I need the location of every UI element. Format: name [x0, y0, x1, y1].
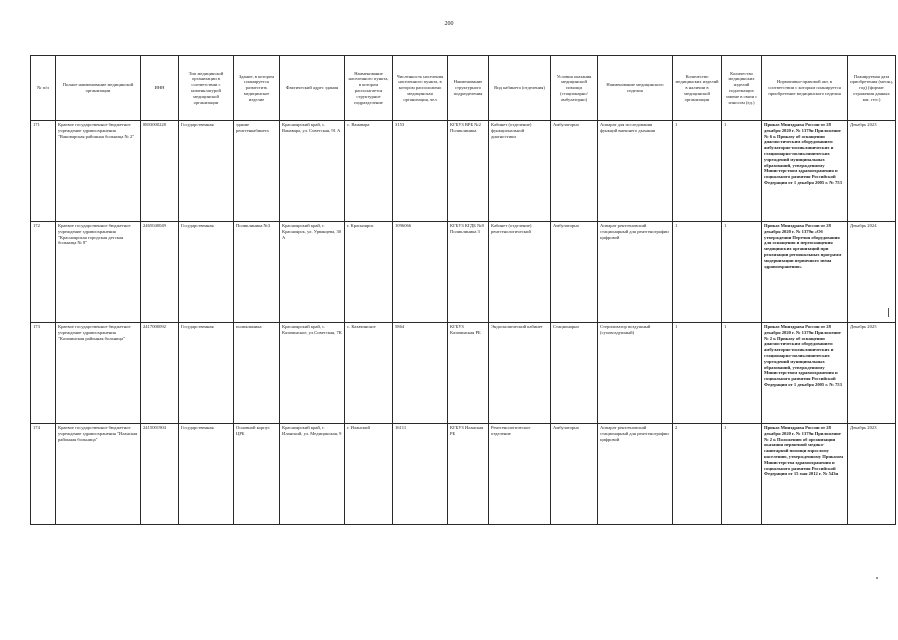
cell-room: Кабинет (отделение) рентгенологический: [489, 222, 551, 323]
cell-unit: КГБУЗ ВРБ №2 Поликлиника: [448, 121, 489, 222]
cell-org: Краевое государственное бюджетное учреждение здравоохранения "Иланская районная больница": [56, 424, 141, 525]
cell-population: 1096066: [393, 222, 448, 323]
cell-act: Приказ Минздрава России от 28 декабря 2020 г. № 1379н Приложение № 2 к Приказу об оснащении диагностическим оборудованием амбулаторно-поликлинических и стационарно-поликлинических учреждений муниципальных образований, утвержденному Министерством здравоохранения и социального развития Российской Федерации от 1 декабря 2005 г. № 753: [762, 323, 848, 424]
cell-qty-replace: 1: [722, 424, 762, 525]
scan-edge-mark: [888, 308, 889, 317]
col-header-locality: Наименование населенного пункта, в котором располагается структурное подразделение: [345, 56, 393, 121]
cell-inn: 2465040049: [141, 222, 179, 323]
cell-date: Декабрь 2023: [848, 424, 896, 525]
cell-building: Поликлиника №3: [234, 222, 280, 323]
cell-population: 5864: [393, 323, 448, 424]
cell-unit: КГБУЗ КГДБ №8 Поликлиника 3: [448, 222, 489, 323]
cell-inn: 2415001904: [141, 424, 179, 525]
cell-device: Аппарат рентгеновский стационарный для рентгенографии цифровой: [598, 424, 673, 525]
cell-building: поликлиника: [234, 323, 280, 424]
cell-qty-have: 1: [673, 222, 722, 323]
col-header-type: Тип медицинской организации в соответствии с номенклатурой медицинской организации: [179, 56, 234, 121]
col-header-act: Нормативно-правовой акт, в соответствии с которым планируется приобретение медицинского изделия: [762, 56, 848, 121]
cell-type: Государственная: [179, 121, 234, 222]
col-header-room: Вид кабинета (отделения): [489, 56, 551, 121]
cell-qty-replace: 1: [722, 121, 762, 222]
cell-device: Аппарат рентгеновский стационарный для рентгенографии цифровой: [598, 222, 673, 323]
cell-unit: КГБУЗ Казачинская РБ: [448, 323, 489, 424]
cell-inn: 2417000092: [141, 323, 179, 424]
col-header-inn: ИНН: [141, 56, 179, 121]
cell-type: Государственная: [179, 323, 234, 424]
col-header-org: Полное наименование медицинской организации: [56, 56, 141, 121]
cell-address: Красноярский край, с. Ванавара, ул. Советская, 91 А: [280, 121, 345, 222]
cell-conditions: Амбулаторно: [551, 121, 598, 222]
cell-num: 173: [31, 323, 56, 424]
scan-dust-dot: [876, 577, 878, 579]
cell-room: Эндоскопический кабинет: [489, 323, 551, 424]
cell-locality: с. Казачинское: [345, 323, 393, 424]
table-row: [31, 121, 896, 222]
cell-type: Государственная: [179, 424, 234, 525]
table-row: [31, 424, 896, 525]
cell-org: Краевое государственное бюджетное учреждение здравоохранения "Вановарская районная больница № 2": [56, 121, 141, 222]
col-header-num: № п/п: [31, 56, 56, 121]
cell-building: Основной корпус ЦРБ: [234, 424, 280, 525]
cell-address: Красноярский край, г. Красноярск, ул. Урванцева, 30 А: [280, 222, 345, 323]
table-header-row: [31, 56, 896, 121]
cell-num: 171: [31, 121, 56, 222]
cell-qty-have: 1: [673, 323, 722, 424]
page-number: 200: [444, 21, 454, 27]
cell-type: Государственная: [179, 222, 234, 323]
cell-qty-replace: 1: [722, 323, 762, 424]
col-header-conditions: Условия оказания медицинской помощи (стационарно/ амбулаторно): [551, 56, 598, 121]
cell-building: здание рентгенкабинета: [234, 121, 280, 222]
cell-locality: г. Иланский: [345, 424, 393, 525]
cell-date: Декабрь 2025: [848, 323, 896, 424]
col-header-population: Численность населения населенного пункта, в котором расположено медицинская организация, чел: [393, 56, 448, 121]
col-header-unit: Наименование структурного подразделения: [448, 56, 489, 121]
col-header-building: Здание, в котором планируется разместить медицинское изделие: [234, 56, 280, 121]
cell-num: 172: [31, 222, 56, 323]
table-row: [31, 222, 896, 323]
cell-conditions: Амбулаторно: [551, 222, 598, 323]
cell-address: Красноярский край, г. Иланский, ул. Медицинская, 9: [280, 424, 345, 525]
cell-act: Приказ Минздрава России от 28 декабря 2020 г. № 1379н Приложение № 2 к Положению об организации оказания первичной медико-санитарной помощи взрослому населению, утвержденному Приказом Министерства здравоохранения и социального развития Российской Федерации от 15 мая 2012 г. № 543н: [762, 424, 848, 525]
cell-qty-replace: 1: [722, 222, 762, 323]
cell-population: 16111: [393, 424, 448, 525]
cell-org: Краевое государственное бюджетное учреждение здравоохранения "Красноярская городская детская больница № 8": [56, 222, 141, 323]
equipment-registry-table: [30, 55, 896, 525]
cell-address: Красноярский край, с. Казачинское, ул.Советская, 7К: [280, 323, 345, 424]
cell-num: 174: [31, 424, 56, 525]
cell-device: Аппарат для исследования функций внешнего дыхания: [598, 121, 673, 222]
col-header-device: Наименование медицинского изделия: [598, 56, 673, 121]
cell-conditions: Амбулаторно: [551, 424, 598, 525]
cell-room: Рентгенологическое отделение: [489, 424, 551, 525]
cell-device: Стерилизатор воздушный (суховоздушный): [598, 323, 673, 424]
cell-qty-have: 2: [673, 424, 722, 525]
cell-act: Приказ Минздрава России от 28 декабря 2020 г. № 1379н «Об утверждении Перечня оборудования для оснащения и переоснащения медицинских организаций при реализации региональных программ модернизации первичного звена здравоохранения»: [762, 222, 848, 323]
cell-org: Краевое государственное бюджетное учреждение здравоохранения "Казачинская районная больница": [56, 323, 141, 424]
cell-qty-have: 1: [673, 121, 722, 222]
col-header-address: Фактический адрес здания: [280, 56, 345, 121]
table-row: [31, 323, 896, 424]
cell-locality: г. Красноярск: [345, 222, 393, 323]
cell-population: 3153: [393, 121, 448, 222]
cell-act: Приказ Минздрава России от 28 декабря 2020 г. № 1379н Приложение № 6 к Приказу об оснащении диагностическим оборудованием амбулаторно-поликлинических и стационарно-поликлинических учреждений муниципальных образований, утвержденному Министерством здравоохранения и социального развития Российской Федерации от 1 декабря 2005 г. № 753: [762, 121, 848, 222]
cell-inn: 8803000228: [141, 121, 179, 222]
col-header-qty-replace: Количество медицинских изделий подлежащих замене в связи с износом (ед.): [722, 56, 762, 121]
cell-date: Декабрь 2023: [848, 121, 896, 222]
cell-unit: КГБУЗ Иланская РБ: [448, 424, 489, 525]
col-header-date: Планируемая дата приобретения (месяц, год) (формат отражения данных мм. гггг.): [848, 56, 896, 121]
cell-locality: с. Ванавара: [345, 121, 393, 222]
col-header-qty-have: Количество медицинских изделий в наличии в медицинской организации: [673, 56, 722, 121]
cell-conditions: Стационарно: [551, 323, 598, 424]
cell-room: Кабинет (отделение) функциональной диагностики: [489, 121, 551, 222]
cell-date: Декабрь 2024: [848, 222, 896, 323]
